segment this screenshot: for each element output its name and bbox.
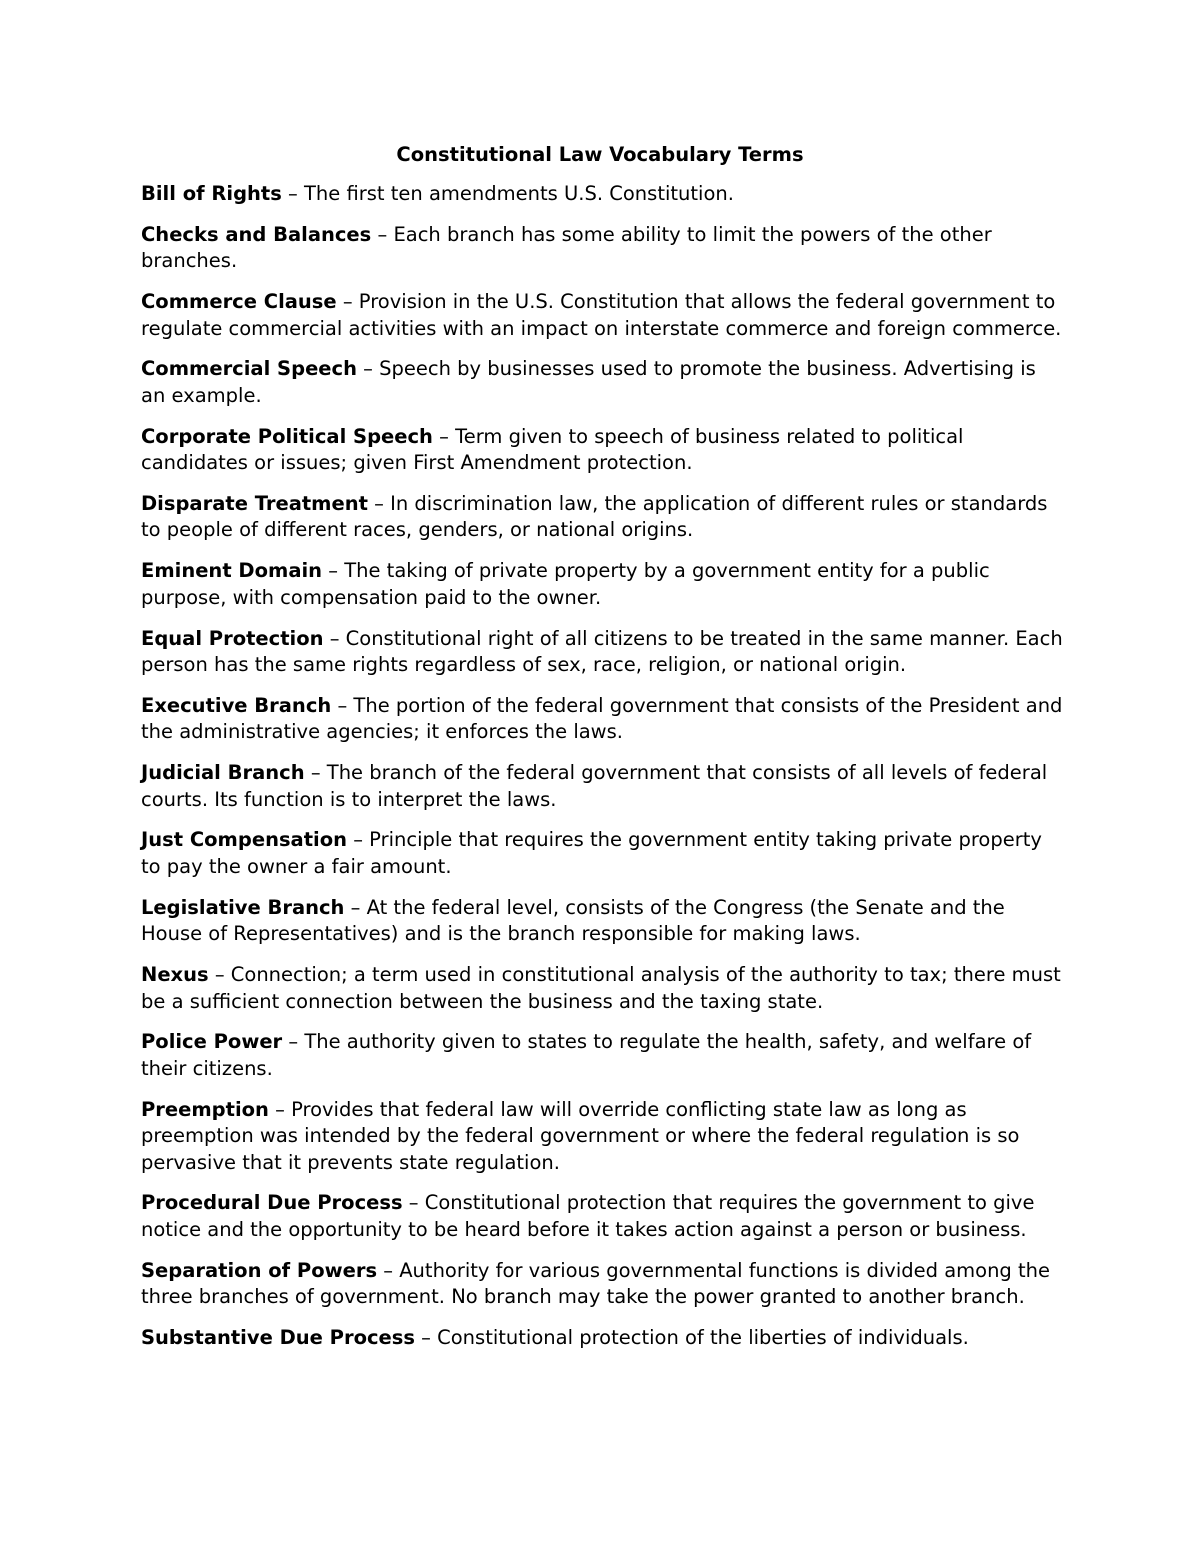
vocabulary-entry bbox=[141, 1097, 1066, 1177]
term-definition: Provides that federal law will override conflicting state law as long as preemption was intended by the federal government or where the federal regulation is so pervasive that it prevents state regulation. bbox=[141, 1097, 1020, 1174]
term-separator: – bbox=[281, 182, 304, 205]
term-name: Separation of Powers bbox=[141, 1258, 378, 1282]
vocabulary-entry bbox=[141, 693, 1066, 746]
term-definition: Connection; a term used in constitutional analysis of the authority to tax; there must be a sufficient connection between the business and the taxing state. bbox=[141, 963, 1061, 1013]
vocabulary-entry bbox=[141, 491, 1066, 544]
vocabulary-entry bbox=[141, 760, 1066, 813]
term-definition: At the federal level, consists of the Congress (the Senate and the House of Representatives) and is the branch responsible for making laws. bbox=[141, 895, 1005, 946]
term-name: Police Power bbox=[141, 1030, 283, 1054]
term-name: Checks and Balances bbox=[141, 222, 372, 246]
term-name: Procedural Due Process bbox=[141, 1191, 403, 1215]
vocabulary-entry bbox=[141, 827, 1066, 880]
term-separator: – bbox=[402, 1191, 425, 1215]
term-name: Eminent Domain bbox=[141, 559, 323, 583]
term-name: Legislative Branch bbox=[141, 895, 345, 919]
term-definition: The authority given to states to regulate the health, safety, and welfare of their citizens. bbox=[141, 1030, 1032, 1080]
term-definition: The portion of the federal government that consists of the President and the administrative agencies; it enforces the laws. bbox=[141, 693, 1063, 744]
vocabulary-entry bbox=[141, 895, 1066, 948]
term-name: Preemption bbox=[141, 1097, 269, 1121]
vocabulary-entry bbox=[141, 1258, 1066, 1311]
term-name: Corporate Political Speech bbox=[141, 424, 433, 448]
document-title: Constitutional Law Vocabulary Terms bbox=[396, 143, 804, 166]
vocabulary-list bbox=[141, 181, 1066, 1366]
term-separator: – bbox=[344, 895, 367, 919]
term-separator: – bbox=[304, 761, 327, 785]
term-definition: Constitutional right of all citizens to be treated in the same manner. Each person has the same rights regardless of sex, race, religion, or national origin. bbox=[141, 626, 1063, 677]
term-separator: – bbox=[367, 491, 391, 515]
vocabulary-entry bbox=[141, 181, 1066, 208]
term-separator: – bbox=[208, 963, 231, 987]
term-name: Disparate Treatment bbox=[141, 491, 368, 515]
term-separator: – bbox=[322, 559, 345, 583]
term-separator: – bbox=[282, 1030, 305, 1054]
vocabulary-entry bbox=[141, 424, 1066, 477]
term-definition: Term given to speech of business related to political candidates or issues; given First Amendment protection. bbox=[141, 424, 964, 475]
vocabulary-entry bbox=[141, 1190, 1066, 1243]
vocabulary-entry bbox=[141, 1029, 1066, 1082]
term-separator: – bbox=[336, 290, 359, 314]
term-separator: – bbox=[432, 424, 456, 448]
term-separator: – bbox=[268, 1097, 292, 1121]
vocabulary-entry bbox=[141, 626, 1066, 679]
term-name: Equal Protection bbox=[141, 626, 324, 650]
term-definition: Principle that requires the government entity taking private property to pay the owner a fair amount. bbox=[141, 828, 1042, 878]
term-name: Executive Branch bbox=[141, 693, 332, 717]
term-separator: – bbox=[414, 1326, 438, 1350]
term-name: Commerce Clause bbox=[141, 290, 337, 314]
term-definition: Authority for various governmental functions is divided among the three branches of government. No branch may take the power granted to another branch. bbox=[141, 1258, 1051, 1309]
vocabulary-entry bbox=[141, 289, 1066, 342]
term-name: Bill of Rights bbox=[141, 182, 282, 205]
term-definition: Constitutional protection that requires the government to give notice and the opportunity to be heard before it takes action against a person or business. bbox=[141, 1191, 1035, 1241]
term-separator: – bbox=[371, 222, 394, 246]
term-name: Nexus bbox=[141, 963, 209, 987]
term-name: Just Compensation bbox=[141, 828, 347, 852]
term-definition: In discrimination law, the application of different rules or standards to people of different races, genders, or national origins. bbox=[141, 491, 1048, 542]
term-separator: – bbox=[323, 626, 346, 650]
vocabulary-entry bbox=[141, 1325, 1066, 1352]
term-name: Judicial Branch bbox=[141, 761, 305, 785]
term-name: Commercial Speech bbox=[141, 357, 357, 381]
term-separator: – bbox=[331, 693, 354, 717]
term-definition: The first ten amendments U.S. Constitution. bbox=[304, 182, 734, 205]
term-definition: Speech by businesses used to promote the business. Advertising is an example. bbox=[141, 357, 1036, 407]
vocabulary-entry bbox=[141, 222, 1066, 275]
vocabulary-entry bbox=[141, 356, 1066, 409]
vocabulary-entry bbox=[141, 558, 1066, 611]
term-definition: Provision in the U.S. Constitution that allows the federal government to regulate commercial activities with an impact on interstate commerce and foreign commerce. bbox=[141, 290, 1062, 340]
term-definition: The branch of the federal government that consists of all levels of federal courts. Its function is to interpret the laws. bbox=[141, 761, 1048, 811]
term-definition: Constitutional protection of the liberties of individuals. bbox=[437, 1326, 969, 1350]
term-separator: – bbox=[356, 357, 380, 381]
term-definition: The taking of private property by a government entity for a public purpose, with compensation paid to the owner. bbox=[141, 559, 990, 609]
term-name: Substantive Due Process bbox=[141, 1326, 415, 1350]
term-separator: – bbox=[377, 1258, 400, 1282]
vocabulary-entry bbox=[141, 962, 1066, 1015]
term-definition: Each branch has some ability to limit the powers of the other branches. bbox=[141, 222, 992, 273]
term-separator: – bbox=[347, 828, 370, 852]
